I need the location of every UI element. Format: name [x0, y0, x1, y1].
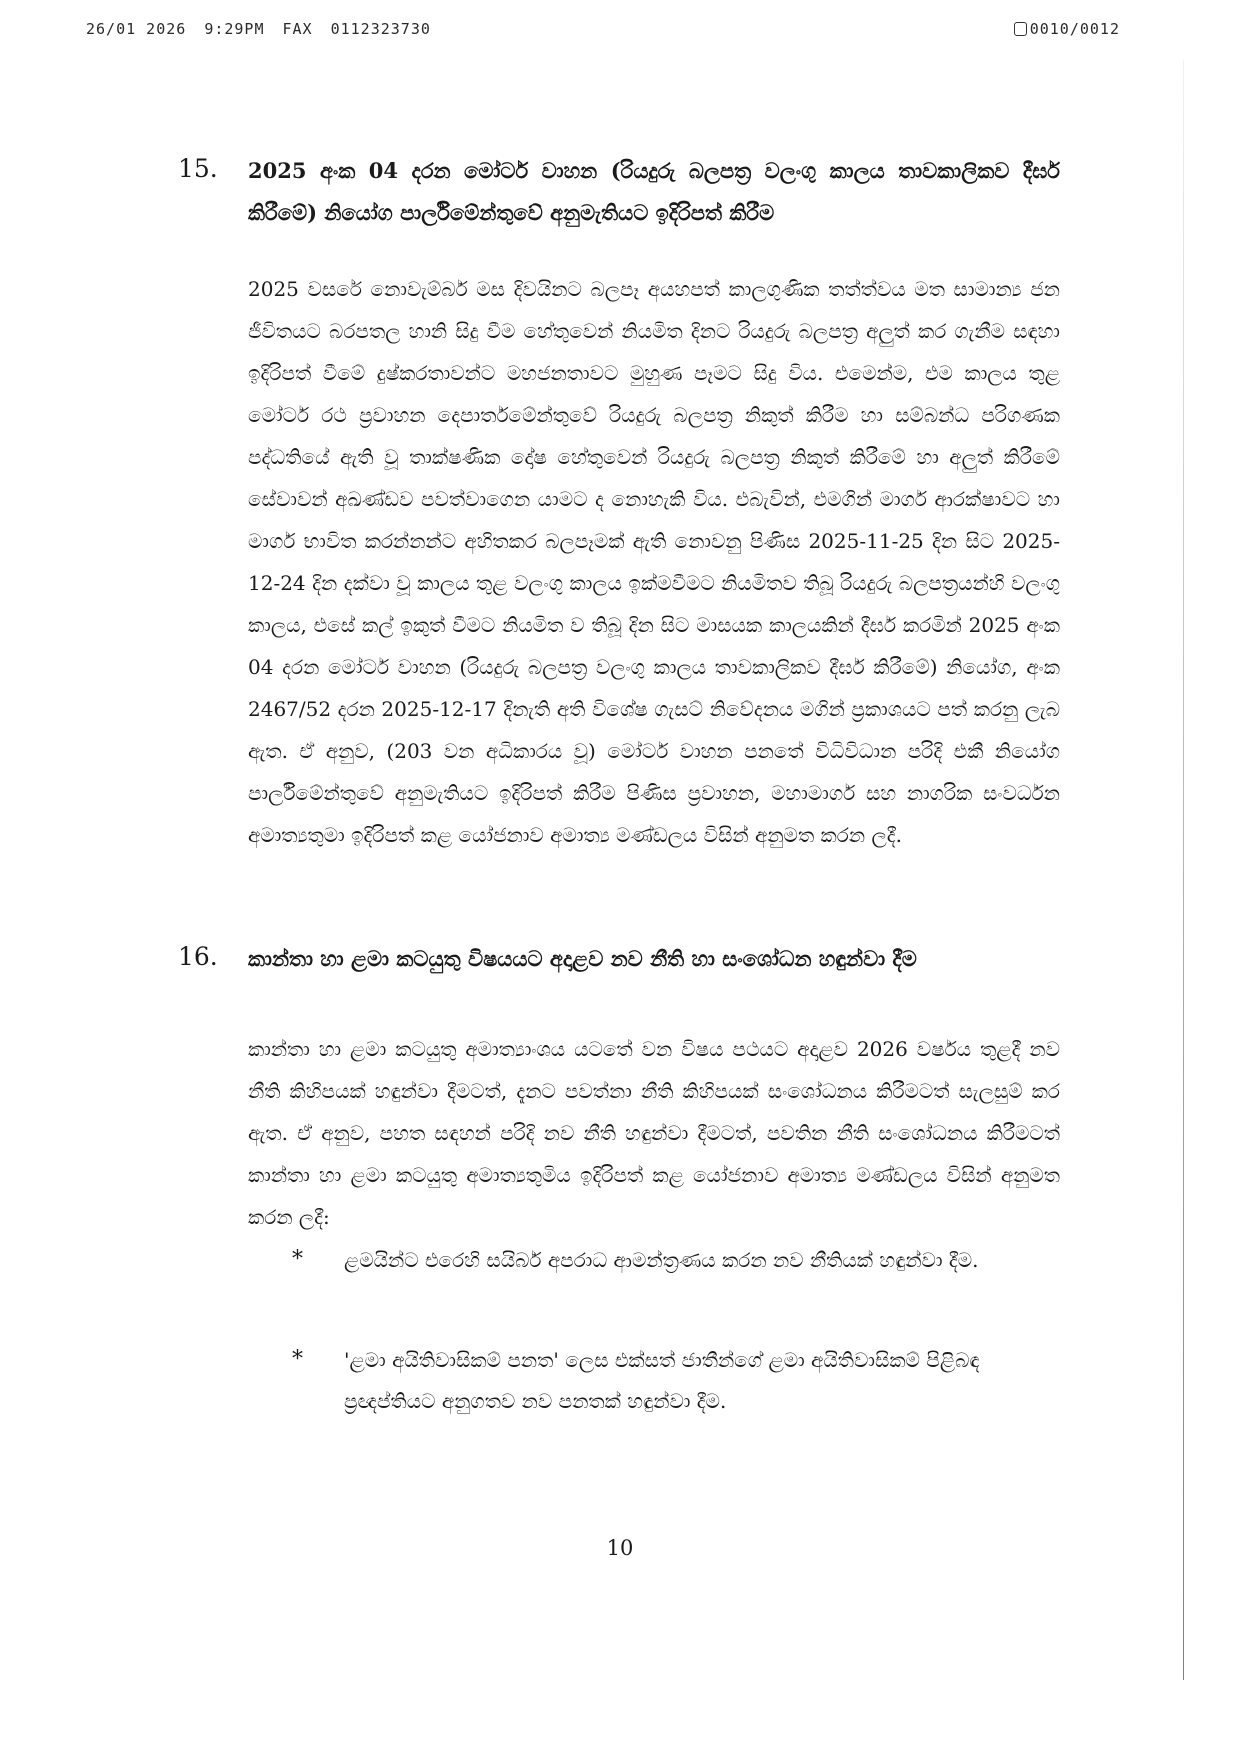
section-16-number: 16. [178, 942, 218, 971]
fax-page-count: 0010/0012 [1029, 20, 1120, 38]
scan-edge-line [1183, 60, 1184, 1680]
fax-header-right [1014, 20, 1120, 38]
fax-header [86, 20, 1120, 42]
section-15-number: 15. [178, 154, 218, 183]
fax-number: 0112323730 [330, 20, 431, 38]
fax-date: 26/01 2026 [86, 20, 187, 38]
bullet-text: ළමයින්ට එරෙහි සයිබර් අපරාධ ආමන්ත්‍රණය කරන නව නීතියක් හඳුන්වා දීම. [344, 1248, 979, 1272]
section-16-title: කාන්තා හා ළමා කටයුතු විෂයයට අදාළව නව නීති හා සංශෝධන හඳුන්වා දීම [248, 946, 917, 971]
section-16-body [248, 1028, 1060, 1238]
fax-label: FAX [282, 20, 313, 38]
section-15-title: 2025 අංක 04 දරන මෝටර් වාහන (රියදුරු බලපත්‍ර වලංගු කාලය තාවකාලිකව දීර්ඝ කිරීමේ) නියෝග පාර්ලිමේන්තුවේ අනුමැතියට ඉදිරිපත් කිරීම [248, 158, 1060, 225]
fax-page-icon [1014, 22, 1027, 36]
section-16-paragraph: කාන්තා හා ළමා කටයුතු අමාත්‍යාංශය යටතේ වන විෂය පථයට අදාළව 2026 වර්ෂය තුළදී නව නීති කිහිපයක් හඳුන්වා දීමටත්, දැනට පවත්නා නීති කිහිපයක් සංශෝධනය කිරීමටත් සැලසුම් කර ඇත. ඒ අනුව, පහත සඳහන් පරිදි නව නීති හඳුන්වා දීමටත්, පවතින නීති සංශෝධනය කිරීමටත් කාන්තා හා ළමා කටයුතු අමාත්‍යතුමිය ඉදිරිපත් කළ යෝජනාව අමාත්‍ය මණ්ඩලය විසින් අනුමත කරන ලදී: [248, 1037, 1060, 1229]
fax-time: 9:29PM [204, 20, 265, 38]
page-number: 10 [606, 1536, 634, 1560]
bullet-marker: * [292, 1247, 303, 1272]
section-15-body [248, 268, 1060, 856]
bullet-text: 'ළමා අයිතිවාසිකම් පනත' ලෙස එක්සත් ජාතීන්ගේ ළමා අයිතිවාසිකම් පිළිබඳ ප්‍රඥප්තියට අනුගතව නව පනතක් හඳුන්වා දීම. [344, 1348, 980, 1413]
fax-header-left [86, 20, 449, 38]
bullet-marker: * [292, 1347, 303, 1372]
section-15-paragraph: 2025 වසරේ නොවැම්බර් මස දිවයිනට බලපෑ අයහපත් කාලගුණික තත්ත්වය මත සාමාන්‍ය ජන ජීවිතයට බරපතල හානි සිදු වීම හේතුවෙන් නියමිත දිනට රියදුරු බලපත්‍ර අලුත් කර ගැනීම සඳහා ඉදිරිපත් වීමේ දුෂ්කරතාවන්ට මහජනතාවට මුහුණ පෑමට සිදු විය. එමෙන්ම, එම කාලය තුළ මෝටර් රථ ප්‍රවාහන දෙපාර්තමේන්තුවේ රියදුරු බලපත්‍ර නිකුත් කිරීම හා සම්බන්ධ පරිගණක පද්ධතියේ ඇති වූ තාක්ෂණික දෝෂ හේතුවෙන් රියදුරු බලපත්‍ර නිකුත් කිරීමේ හා අලුත් කිරීමේ සේවාවන් අඛණ්ඩව පවත්වාගෙන යාමට ද නොහැකි විය. එබැවින්, එමගින් මාර්ග ආරක්ෂාවට හා මාර්ග භාවිත කරන්නන්ට අහිතකර බලපෑමක් ඇති නොවනු පිණිස 2025-11-25 දින සිට 2025-12-24 දින දක්වා වූ කාලය තුළ වලංගු කාලය ඉක්මවීමට නියමිතව තිබූ රියදුරු බලපත්‍රයන්හි වලංගු කාලය, එසේ කල් ඉකුත් වීමට නියමිත ව තිබූ දින සිට මාසයක කාලයකින් දීර්ඝ කරමින් 2025 අංක 04 දරන මෝටර් වාහන (රියදුරු බලපත්‍ර වලංගු කාලය තාවකාලිකව දීර්ඝ කිරීමේ) නියෝග, අංක 2467/52 දරන 2025-12-17 දිනැති අති විශේෂ ගැසට් නිවේදනය මගින් ප්‍රකාශයට පත් කරනු ලැබ ඇත. ඒ අනුව, (203 වන අධිකාරය වූ) මෝටර් වාහන පනතේ විධිවිධාන පරිදි එකී නියෝග පාර්ලිමේන්තුවේ අනුමැතියට ඉදිරිපත් කිරීම පිණිස ප්‍රවාහන, මහාමාර්ග සහ නාගරික සංවර්ධන අමාත්‍යතුමා ඉදිරිපත් කළ යෝජනාව අමාත්‍ය මණ්ඩලය විසින් අනුමත කරන ලදී. [248, 277, 1060, 847]
